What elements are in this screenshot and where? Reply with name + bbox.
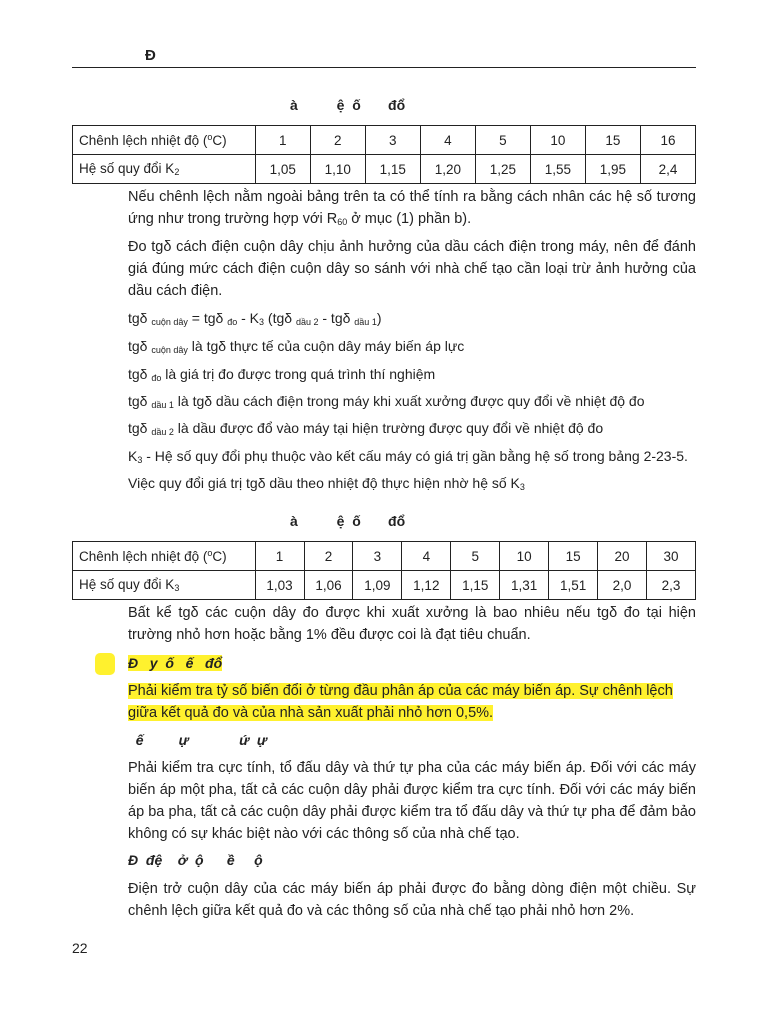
table2-cell: 2,3 bbox=[646, 571, 695, 600]
table1-cell: 1,95 bbox=[585, 155, 640, 184]
table2 bbox=[72, 541, 696, 600]
table2-cell: 1,06 bbox=[304, 571, 353, 600]
table2-cell: 2,0 bbox=[598, 571, 647, 600]
table2-row-coef bbox=[73, 571, 696, 600]
table2-row2-label: Hệ số quy đổi $K_3$ bbox=[73, 571, 256, 600]
paragraph-1: Nếu chênh lệch nằm ngoài bảng trên ta có thể tính ra bằng cách nhân các hệ số tương ứng như trong trường hợp với $R_{60}$ ở mục (1) phần b). bbox=[128, 189, 696, 227]
table1-caption: à ệ ố đổ bbox=[290, 97, 406, 113]
header-letter: Đ bbox=[145, 47, 156, 64]
table1-row2-label: Hệ số quy đổi $K_2$ bbox=[73, 155, 256, 184]
definition-2: tgδ $_{đo}$ là giá trị đo được trong quá trình thí nghiệm bbox=[128, 366, 436, 383]
table1-row-coef bbox=[73, 155, 696, 184]
page-number: 22 bbox=[72, 940, 88, 956]
formula-line: tgδ $_{cuộn dây}$ = tgδ $_{đo} - K_3$ (tgδ $_{dầu 2}$ - tgδ $_{dầu 1}$) bbox=[128, 310, 382, 327]
table2-cell: 3 bbox=[353, 542, 402, 571]
table1-row-temp bbox=[73, 126, 696, 155]
table1-cell: 2,4 bbox=[640, 155, 695, 184]
definition-4: tgδ $_{dầu 2}$ là dầu được đổ vào máy tại hiện trường được quy đổi về nhiệt độ đo bbox=[128, 420, 604, 437]
table1-cell: 5 bbox=[475, 126, 530, 155]
table1-cell: 10 bbox=[530, 126, 585, 155]
section1-title: Đ y ố ế đổ bbox=[128, 655, 223, 671]
table2-row1-label: Chênh lệch nhiệt độ ($^o$C) bbox=[73, 542, 256, 571]
definition-3: tgδ $_{dầu 1}$ là tgδ dầu cách điện trong máy khi xuất xưởng được quy đổi về nhiệt độ đo bbox=[128, 393, 645, 410]
section1-line-1: Phải kiểm tra tỷ số biến đổi ở từng đầu phân áp của các máy biến áp. Sự chênh lệch bbox=[128, 683, 673, 699]
section2-title: ế ự ứ ự bbox=[128, 732, 267, 748]
table1-row1-label: Chênh lệch nhiệt độ ($^o$C) bbox=[73, 126, 256, 155]
table2-cell: 20 bbox=[598, 542, 647, 571]
definition-1: tgδ $_{cuộn dây}$ là tgδ thực tế của cuộn dây máy biến áp lực bbox=[128, 338, 465, 355]
table2-cell: 1,12 bbox=[402, 571, 451, 600]
table1-cell: 2 bbox=[310, 126, 365, 155]
table2-caption: à ệ ố đổ bbox=[290, 513, 406, 529]
section3-title: Đ đệ ở ộ ề ộ bbox=[128, 852, 263, 868]
definition-5: $K_3$ - Hệ số quy đổi phụ thuộc vào kết cấu máy có giá trị gần bằng hệ số trong bảng 2-23-5. bbox=[128, 448, 688, 465]
table2-cell: 1 bbox=[255, 542, 304, 571]
table2-cell: 10 bbox=[500, 542, 549, 571]
table1-cell: 4 bbox=[420, 126, 475, 155]
section3-body: Điện trở cuộn dây của các máy biến áp phải được đo bằng dòng điện một chiều. Sự chênh lệch giữa kết quả đo và các thông số của nhà chế tạo phải nhỏ hơn 2%. bbox=[128, 881, 696, 919]
table1-cell: 1 bbox=[255, 126, 310, 155]
highlight-marker bbox=[95, 653, 115, 675]
table2-cell: 2 bbox=[304, 542, 353, 571]
table1-cell: 1,55 bbox=[530, 155, 585, 184]
table2-cell: 1,15 bbox=[451, 571, 500, 600]
table2-cell: 15 bbox=[549, 542, 598, 571]
paragraph-3: Bất kể tgδ các cuộn dây đo được khi xuất xưởng là bao nhiêu nếu tgδ đo tại hiện trường nhỏ hơn hoặc bằng 1% đều được coi là đạt tiêu chuẩn. bbox=[128, 605, 696, 643]
table1-cell: 1,25 bbox=[475, 155, 530, 184]
section1-line-2: giữa kết quả đo và của nhà sản xuất phải nhỏ hơn 0,5%. bbox=[128, 705, 494, 721]
table1-cell: 1,15 bbox=[365, 155, 420, 184]
paragraph-2: Đo tgδ cách điện cuộn dây chịu ảnh hưởng của dầu cách điện trong máy, nên để đánh giá đúng mức cách điện cuộn dây so sánh với nhà chế tạo cần loại trừ ảnh hưởng của dầu cách điện. bbox=[128, 239, 696, 299]
table2-row-temp bbox=[73, 542, 696, 571]
table1-cell: 15 bbox=[585, 126, 640, 155]
table2-cell: 1,03 bbox=[255, 571, 304, 600]
table1 bbox=[72, 125, 696, 184]
definition-6: Việc quy đổi giá trị tgδ dầu theo nhiệt độ thực hiện nhờ hệ số $K_3$ bbox=[128, 475, 525, 492]
table2-cell: 4 bbox=[402, 542, 451, 571]
table2-cell: 1,09 bbox=[353, 571, 402, 600]
table1-cell: 1,05 bbox=[255, 155, 310, 184]
table1-cell: 1,10 bbox=[310, 155, 365, 184]
table1-cell: 16 bbox=[640, 126, 695, 155]
table2-cell: 1,51 bbox=[549, 571, 598, 600]
section2-body: Phải kiểm tra cực tính, tổ đấu dây và thứ tự pha của các máy biến áp. Đối với các máy biến áp một pha, tất cả các cuộn dây phải được kiểm tra cực tính. Đối với các máy biến áp ba pha, tất cả các cuộn dây phải được kiểm tra tổ đấu dây và thứ tự pha để đảm bảo không có sự khác biệt nào với các thông số của nhà chế tạo. bbox=[128, 760, 696, 842]
table2-cell: 1,31 bbox=[500, 571, 549, 600]
table2-cell: 5 bbox=[451, 542, 500, 571]
header-rule bbox=[72, 67, 696, 68]
table1-cell: 1,20 bbox=[420, 155, 475, 184]
table2-cell: 30 bbox=[646, 542, 695, 571]
table1-cell: 3 bbox=[365, 126, 420, 155]
